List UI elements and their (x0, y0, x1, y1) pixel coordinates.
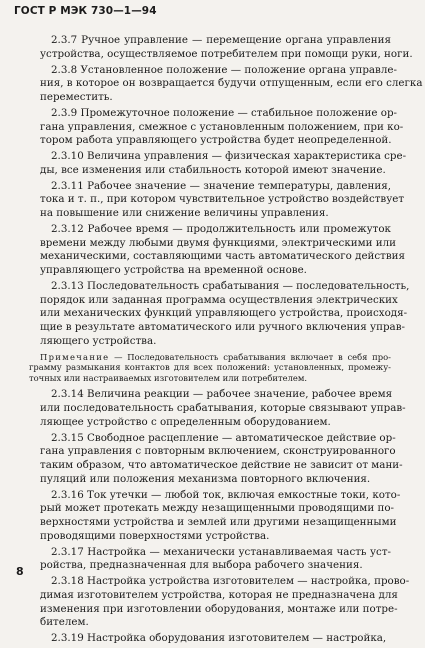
definition-paragraph (29, 575, 410, 630)
text-line: переместить. (40, 91, 113, 103)
text-line: 2.3.16 Ток утечки — любой ток, включая емкостные токи, кото- (51, 488, 401, 501)
text-line: ляющего устройства. (40, 334, 157, 347)
note-line (29, 352, 391, 363)
text-line: изменения при изготовлении оборудования, монтаже или потре- (40, 602, 398, 615)
text-line: ды, все изменения или стабильность которой имеют значение. (40, 163, 386, 176)
definition-paragraph (29, 34, 413, 61)
text-line: гана управления, смежное с установленным положением, при ко- (40, 120, 404, 133)
text-line: проводящими поверхностями устройства. (40, 529, 270, 542)
text-line: времени между любыми двумя функциями, электрическими или (40, 236, 397, 249)
definitions-block-1 (29, 34, 423, 349)
text-line: ройства, предназначенная для выбора рабочего значения. (40, 559, 363, 572)
text-line: рый может протекать между незащищенными проводящими по- (40, 502, 394, 515)
definition-paragraph (29, 280, 410, 349)
text-line: порядок или заданная программа осуществления электрических (40, 293, 398, 306)
definition-paragraph (29, 150, 407, 177)
note-line: точных или настраиваемых изготовителем или потребителем. (29, 372, 308, 383)
text-line: ния, в которое он возвращается будучи отпущенным, если его слегка (40, 77, 423, 90)
text-line: или последовательность срабатывания, которые связывают управ- (40, 402, 406, 415)
text-line: ляющее устройство с определенным оборудованием. (40, 415, 331, 428)
definition-paragraph (29, 388, 406, 429)
text-line: 2.3.19 Настройка оборудования изготовителем — настройка, (51, 632, 387, 645)
text-line: бителем. (40, 616, 89, 629)
definition-paragraph (29, 106, 404, 148)
text-line: пуляций или положения механизма повторного включения. (40, 472, 371, 485)
text-line: механическими, составляющими часть автоматического действия (40, 250, 406, 263)
text-line: щие в результате автоматического или ручного включения управ- (40, 321, 405, 334)
note-label: Примечание (40, 351, 110, 362)
text-line: 2.3.9 Промежуточное положение — стабильное положение ор- (51, 106, 398, 119)
text-line: 2.3.7 Ручное управление — перемещение органа управления (51, 34, 391, 46)
text-line: тором работа управляющего устройства будет неопределенной. (40, 134, 392, 147)
text-line: 2.3.12 Рабочее время — продолжительность или промежуток (51, 223, 391, 236)
page-number: 8 (16, 565, 24, 578)
definition-paragraph (29, 546, 391, 573)
document-header: ГОСТ Р МЭК 730—1—94 (14, 5, 157, 17)
definition-paragraph (29, 488, 401, 544)
definition-paragraph (29, 632, 391, 646)
note-text: — Последовательность срабатывания включает в себя про- (114, 351, 391, 362)
note-line: грамму размыкания контактов для всех положений: установленных, промежу- (29, 362, 391, 373)
text-line: тока и т. п., при котором чувствительное устройство воздействует (40, 193, 405, 206)
text-line: верхностями устройства и землей или другими незащищенными (40, 516, 397, 529)
text-line: гана управления с повторным включением, сконструированного (40, 445, 396, 458)
text-line: 2.3.10 Величина управления — физическая характеристика сре- (51, 150, 407, 163)
definition-paragraph (29, 179, 405, 221)
text-line: димая изготовителем устройства, которая не предназначена для (40, 588, 398, 601)
document-body (29, 34, 423, 648)
note (29, 352, 391, 384)
definition-paragraph (29, 63, 423, 105)
text-line: 2.3.13 Последовательность срабатывания — последовательность, (51, 280, 410, 293)
definitions-block-2 (29, 388, 410, 646)
definition-paragraph (29, 223, 406, 278)
text-line: 2.3.15 Свободное расцепление — автоматическое действие ор- (51, 431, 396, 444)
text-line: устройства, осуществляемое потребителем при помощи руки, ноги. (40, 47, 413, 60)
text-line: 2.3.14 Величина реакции — рабочее значение, рабочее время (51, 388, 393, 401)
definition-paragraph (29, 431, 403, 487)
text-line: на повышение или снижение величины управления. (40, 207, 329, 220)
text-line: 2.3.8 Установленное положение — положение органа управле- (51, 63, 397, 76)
text-line: 2.3.18 Настройка устройства изготовителем — настройка, прово- (51, 575, 410, 588)
text-line: управляющего устройства на временной основе. (40, 264, 307, 277)
text-line: таким образом, что автоматическое действие не зависит от мани- (40, 459, 403, 472)
text-line: 2.3.17 Настройка — механически устанавливаемая часть уст- (51, 545, 391, 558)
text-line: 2.3.11 Рабочее значение — значение температуры, давления, (51, 179, 391, 192)
text-line: или механических функций управляющего устройства, происходя- (40, 307, 408, 320)
